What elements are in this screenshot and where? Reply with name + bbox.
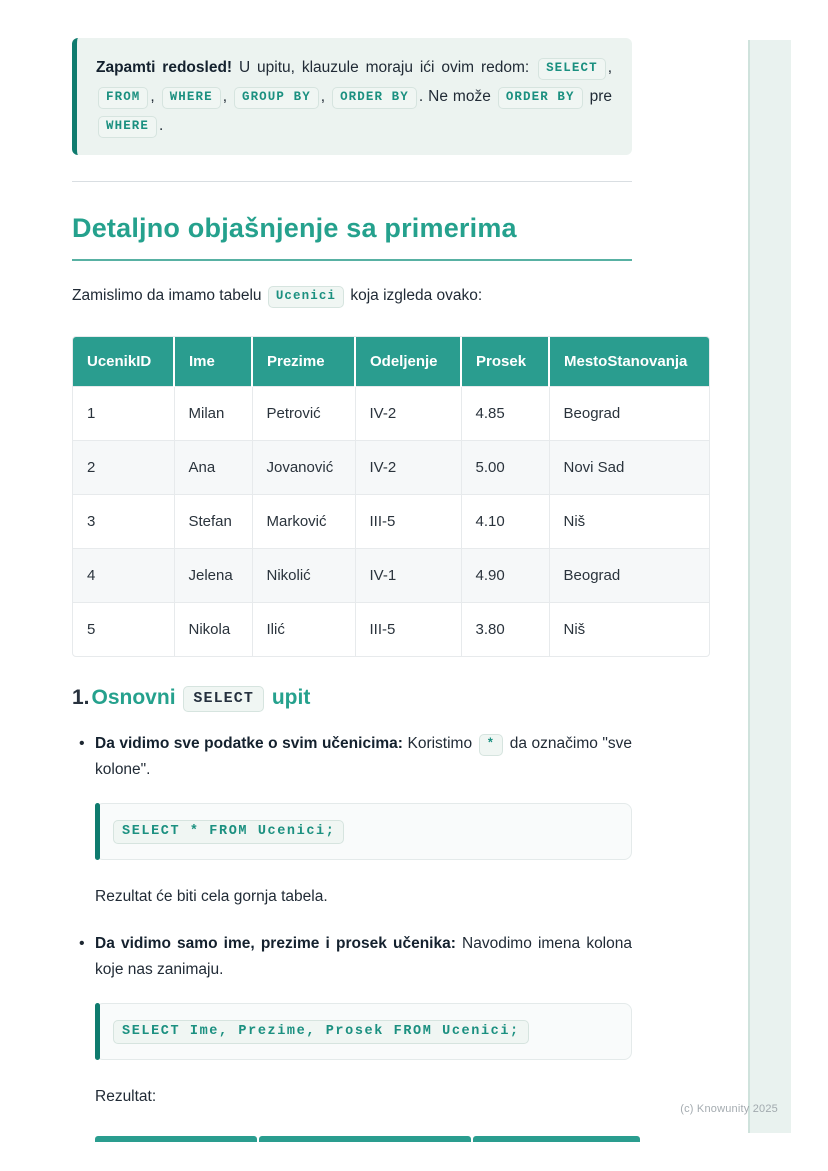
table-cell: Nikolić xyxy=(252,549,355,603)
inline-code-chip-asterisk: * xyxy=(479,734,504,756)
table-cell: 3 xyxy=(73,495,174,549)
subsection-title-post: upit xyxy=(271,686,311,709)
table-row xyxy=(73,387,710,441)
table-row xyxy=(73,495,710,549)
code-text: SELECT Ime, Prezime, Prosek FROM Ucenici; xyxy=(113,1020,529,1044)
inline-code-chip-select: SELECT xyxy=(538,58,606,80)
table-cell: 4.90 xyxy=(461,549,549,603)
inline-code-chip-select-heading: SELECT xyxy=(183,686,264,712)
table-cell: Beograd xyxy=(549,387,710,441)
list-item xyxy=(72,731,632,907)
subsection-title-pre: Osnovni xyxy=(91,686,176,709)
list-item xyxy=(72,931,632,1142)
bullet1-bold: Da vidimo sve podatke o svim učenicima: xyxy=(95,735,403,752)
bullet2-bold: Da vidimo samo ime, prezime i prosek učenika: xyxy=(95,935,456,952)
table-cell: Niš xyxy=(549,603,710,657)
result-table-header-cell xyxy=(473,1136,640,1142)
table-cell: 2 xyxy=(73,441,174,495)
result1-paragraph: Rezultat će biti cela gornja tabela. xyxy=(95,888,328,905)
bullet-list xyxy=(72,731,632,1142)
callout-intro: U upitu, klauzule moraju ići ovim redom: xyxy=(232,59,537,76)
intro-text-before: Zamislimo da imamo tabelu xyxy=(72,287,262,304)
section-divider xyxy=(72,181,632,182)
table-cell: III-5 xyxy=(355,495,461,549)
table-cell: Jovanović xyxy=(252,441,355,495)
intro-text-after: koja izgleda ovako: xyxy=(350,287,483,304)
table-cell: Marković xyxy=(252,495,355,549)
column-header: Odeljenje xyxy=(355,337,461,387)
table-cell: 5.00 xyxy=(461,441,549,495)
result-table-header-cell xyxy=(259,1136,471,1142)
table-cell: Stefan xyxy=(174,495,252,549)
code-block-select-all xyxy=(95,803,632,860)
table-cell: 5 xyxy=(73,603,174,657)
separator: , xyxy=(222,88,228,105)
table-cell: Milan xyxy=(174,387,252,441)
students-table xyxy=(72,336,710,657)
callout-pre-text: pre xyxy=(589,88,612,105)
table-cell: 4.85 xyxy=(461,387,549,441)
table-row xyxy=(73,441,710,495)
column-header: Prosek xyxy=(461,337,549,387)
column-header: MestoStanovanja xyxy=(549,337,710,387)
bullet2-text: Navodimo imena kolona koje nas zanimaju. xyxy=(95,935,632,978)
result-table-preview xyxy=(95,1136,640,1142)
inline-code-chip-order-by: ORDER BY xyxy=(332,87,417,109)
watermark: (c) Knowunity 2025 xyxy=(680,1103,778,1115)
table-cell: 1 xyxy=(73,387,174,441)
table-cell: Novi Sad xyxy=(549,441,710,495)
inline-code-chip-group-by: GROUP BY xyxy=(234,87,319,109)
table-cell: IV-1 xyxy=(355,549,461,603)
callout-lead: Zapamti redosled! xyxy=(96,59,233,76)
subsection-title xyxy=(72,683,632,713)
table-cell: 4 xyxy=(73,549,174,603)
separator: , xyxy=(320,88,326,105)
table-cell: Ana xyxy=(174,441,252,495)
table-cell: 3.80 xyxy=(461,603,549,657)
callout-mid: . Ne može xyxy=(418,88,491,105)
code-text: SELECT * FROM Ucenici; xyxy=(113,820,344,844)
table-cell: IV-2 xyxy=(355,441,461,495)
table-header-row xyxy=(73,337,710,387)
inline-code-chip-order-by-2: ORDER BY xyxy=(498,87,583,109)
inline-code-chip-from: FROM xyxy=(98,87,148,109)
code-block-select-columns xyxy=(95,1003,632,1060)
column-header: Prezime xyxy=(252,337,355,387)
page-edge-bar xyxy=(748,40,791,1133)
separator: , xyxy=(607,59,612,76)
callout-note xyxy=(72,38,632,155)
table-row xyxy=(73,603,710,657)
table-cell: Petrović xyxy=(252,387,355,441)
table-cell: Jelena xyxy=(174,549,252,603)
result2-label: Rezultat: xyxy=(95,1088,157,1105)
column-header: UcenikID xyxy=(73,337,174,387)
intro-paragraph xyxy=(72,285,632,308)
inline-code-chip-where: WHERE xyxy=(162,87,221,109)
inline-code-chip-ucenici: Ucenici xyxy=(268,286,344,308)
subsection-number: 1. xyxy=(72,686,90,709)
table-cell: 4.10 xyxy=(461,495,549,549)
callout-period: . xyxy=(159,117,164,134)
table-cell: IV-2 xyxy=(355,387,461,441)
table-cell: Ilić xyxy=(252,603,355,657)
document-content xyxy=(72,38,688,1142)
bullet1-text-before: Koristimo xyxy=(407,735,473,752)
separator: , xyxy=(150,88,155,105)
table-row xyxy=(73,549,710,603)
result-table-header-cell xyxy=(95,1136,257,1142)
table-cell: Beograd xyxy=(549,549,710,603)
table-cell: Nikola xyxy=(174,603,252,657)
column-header: Ime xyxy=(174,337,252,387)
table-cell: Niš xyxy=(549,495,710,549)
table-cell: III-5 xyxy=(355,603,461,657)
section-title: Detaljno objašnjenje sa primerima xyxy=(72,212,632,261)
bullet1-text-after: da označimo "sve kolone". xyxy=(95,735,633,778)
inline-code-chip-where-2: WHERE xyxy=(98,116,157,138)
